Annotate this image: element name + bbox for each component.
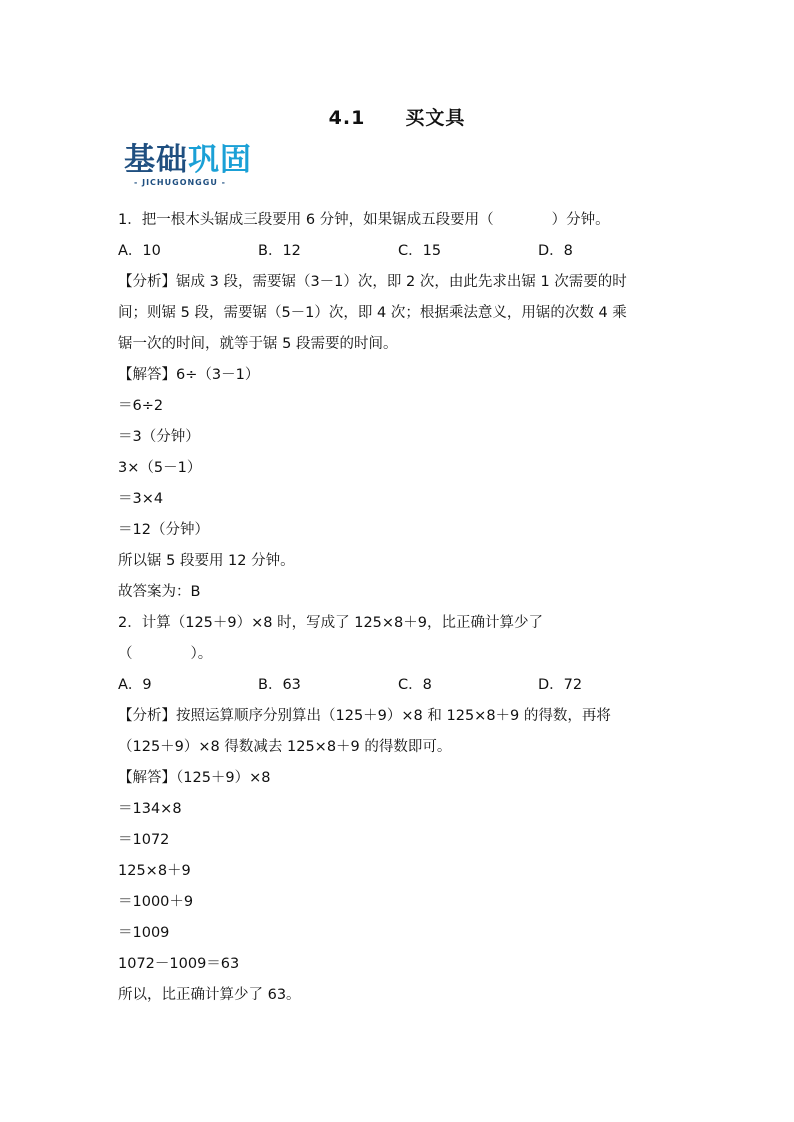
question-1-solution-line: 【解答】6÷（3－1） <box>118 367 260 383</box>
question-2-option-d: D．72 <box>538 677 583 693</box>
question-1-stem: 1．把一根木头锯成三段要用 6 分钟，如果锯成五段要用（ ）分钟。 <box>118 212 610 228</box>
question-2-stem-blank: （ ）。 <box>118 646 213 662</box>
question-1-solution-line: ＝3（分钟） <box>118 429 200 445</box>
section-logo <box>124 143 274 189</box>
question-2-solution-line: ＝1009 <box>118 925 170 941</box>
question-2-solution-line: 125×8＋9 <box>118 863 191 879</box>
question-1-answer: 故答案为：B <box>118 584 201 600</box>
page-title: 4.1 买文具 <box>328 107 466 129</box>
question-2-conclusion: 所以，比正确计算少了 63。 <box>118 987 301 1003</box>
question-2-solution-line: ＝134×8 <box>118 801 182 817</box>
question-1-option-d: D．8 <box>538 243 573 259</box>
question-1-option-c: C．15 <box>398 243 442 259</box>
section-logo-subtitle: - JICHUGONGGU - <box>134 178 226 187</box>
question-2-solution-line: 【解答】（125＋9）×8 <box>118 770 271 786</box>
question-1-analysis-line: 【分析】锯成 3 段，需要锯（3－1）次，即 2 次，由此先求出锯 1 次需要的时 <box>118 274 627 290</box>
question-1-solution-line: ＝6÷2 <box>118 398 164 414</box>
question-2-option-a: A．9 <box>118 677 152 693</box>
question-1-solution-line: ＝12（分钟） <box>118 522 209 538</box>
question-1-solution-line: ＝3×4 <box>118 491 164 507</box>
question-1-option-a: A．10 <box>118 243 161 259</box>
question-1-solution-line: 所以锯 5 段要用 12 分钟。 <box>118 553 295 569</box>
question-2-solution-line: ＝1000＋9 <box>118 894 194 910</box>
question-1-options <box>118 236 698 267</box>
question-2-solution-line: 1072－1009＝63 <box>118 956 240 972</box>
question-2-option-b: B．63 <box>258 677 301 693</box>
section-logo-title-part2: 巩固 <box>188 142 252 178</box>
question-2-analysis-line: 【分析】按照运算顺序分别算出（125＋9）×8 和 125×8＋9 的得数，再将 <box>118 708 611 724</box>
section-logo-title-part1: 基础 <box>124 142 188 178</box>
question-2-analysis-line: （125＋9）×8 得数减去 125×8＋9 的得数即可。 <box>118 739 452 755</box>
question-2-options <box>118 670 698 701</box>
question-1-option-b: B．12 <box>258 243 301 259</box>
question-1-analysis-line: 锯一次的时间，就等于锯 5 段需要的时间。 <box>118 336 398 352</box>
question-2-option-c: C．8 <box>398 677 432 693</box>
question-1-analysis-line: 间；则锯 5 段，需要锯（5－1）次，即 4 次；根据乘法意义，用锯的次数 4 乘 <box>118 305 627 321</box>
question-1-solution-line: 3×（5－1） <box>118 460 202 476</box>
section-logo-title <box>124 143 274 177</box>
question-2-stem: 2．计算（125＋9）×8 时，写成了 125×8＋9，比正确计算少了 <box>118 615 543 631</box>
question-2-solution-line: ＝1072 <box>118 832 170 848</box>
document-content <box>118 205 698 1011</box>
